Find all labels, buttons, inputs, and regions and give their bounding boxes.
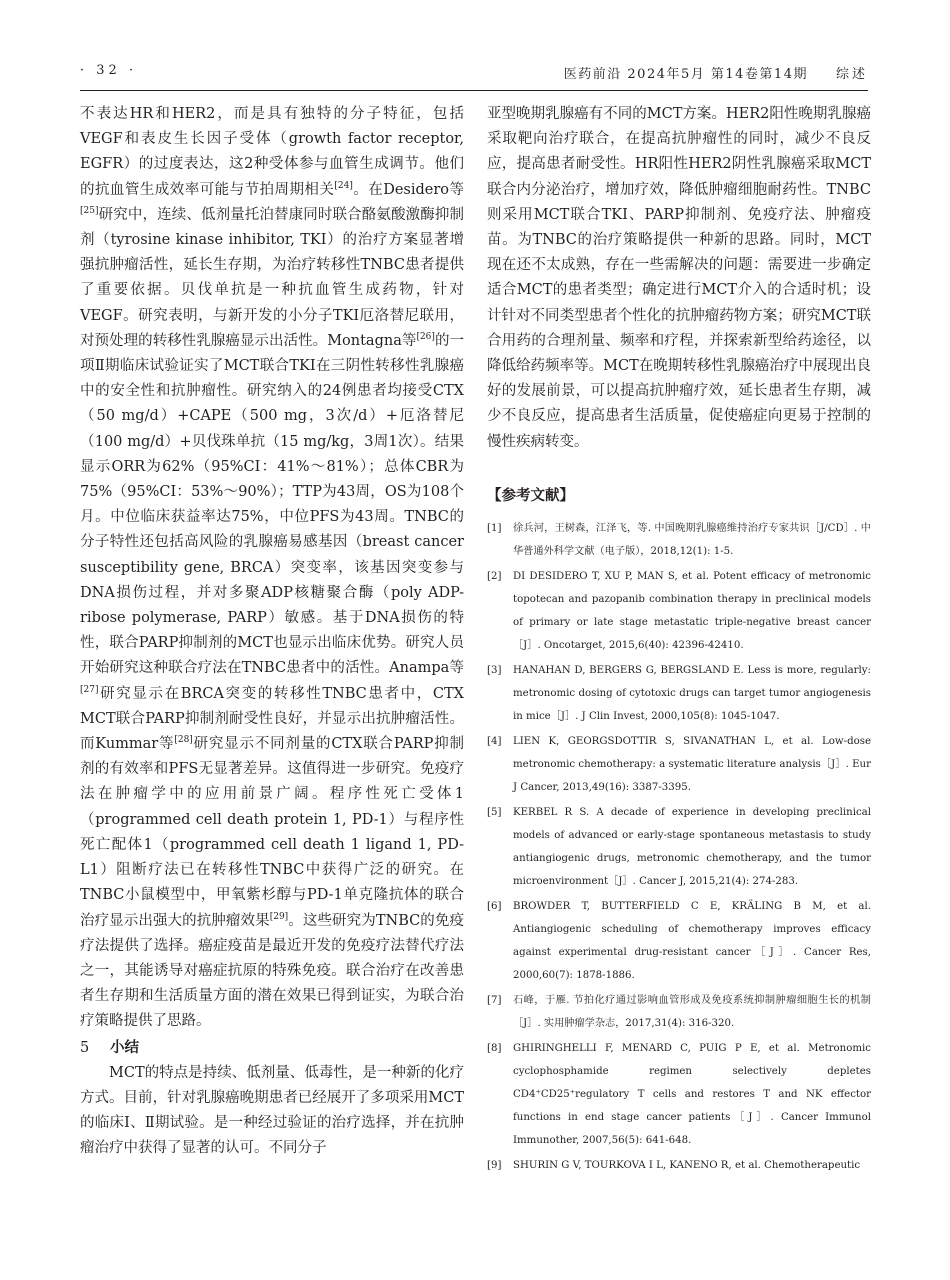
- section-heading: [80, 1035, 464, 1061]
- citation: [26]: [416, 331, 435, 342]
- summary-paragraph-continued: 亚型晚期乳腺癌有不同的MCT方案。HER2阳性晚期乳腺癌采取靶向治疗联合，在提高抗肿瘤性的同时，减少不良反应，提高患者耐受性。HR阳性HER2阴性乳腺癌采取MCT联合内分泌治疗，增加疗效，降低肿瘤细胞耐药性。TNBC则采用MCT联合TKI、PARP抑制剂、免疫疗法、肿瘤疫苗。为TNBC的治疗策略提供一种新的思路。同时，MCT现在还不太成熟，存在一些需解决的问题：需要进一步确定适合MCT的患者类型；确定进行MCT介入的合适时机；设计针对不同类型患者个性化的抗肿瘤药物方案；研究MCT联合用药的合理剂量、频率和疗程，并探索新型给药途径，以降低给药频率等。MCT在晚期转移性乳腺癌治疗中展现出良好的发展前景，可以提高抗肿瘤疗效，延长患者生存期，减少不良反应，提高患者生活质量，促使癌症向更易于控制的慢性疾病转变。: [487, 106, 871, 450]
- reference-item: [4] LIEN K, GEORGSDOTTIR S, SIVANATHAN L, et al. Low-dose metronomic chemotherapy: a systematic literature analysis［J］. Eur J Cancer, 2013,49(16): 3387-3395.: [487, 735, 871, 793]
- section-label: 综述: [835, 67, 868, 82]
- section-number: 5: [80, 1039, 90, 1056]
- left-column: [80, 102, 464, 1162]
- citation: [25]: [80, 205, 99, 216]
- journal-info: 医药前沿 2024年5月 第14卷第14期: [563, 67, 808, 82]
- citation: [28]: [174, 735, 193, 746]
- reference-item: [8] GHIRINGHELLI F, MENARD C, PUIG P E, et al. Metronomic cyclophosphamide regimen selectively depletes CD4⁺CD25⁺regulatory T cells and restores T and NK effector functions in end stage cancer patients［J］. Cancer Immunol Immunother, 2007,56(5): 641-648.: [487, 1042, 871, 1146]
- citation: [27]: [80, 684, 99, 695]
- header-rule: [80, 90, 868, 91]
- reference-list: [487, 517, 871, 1177]
- reference-item: [9] SHURIN G V, TOURKOVA I L, KANENO R, et al. Chemotherapeutic: [487, 1159, 861, 1171]
- reference-item: [3] HANAHAN D, BERGERS G, BERGSLAND E. Less is more, regularly: metronomic dosing of cytotoxic drugs can target tumor angiogenesis in mice［J］. J Clin Invest, 2000,105(8): 1045-1047.: [487, 664, 871, 722]
- citation: [29]: [269, 911, 289, 922]
- page-number: · 32 ·: [80, 63, 138, 78]
- references-title: 【参考文献】: [487, 486, 574, 504]
- reference-item: [2] DI DESIDERO T, XU P, MAN S, et al. Potent efficacy of metronomic topotecan and pazopanib combination therapy in preclinical models of primary or late stage metastatic triple-negative breast cancer［J］. Oncotarget, 2015,6(40): 42396-42410.: [487, 570, 871, 651]
- summary-paragraph: MCT的特点是持续、低剂量、低毒性，是一种新的化疗方式。目前，针对乳腺癌晚期患者已经展开了多项采用MCT的临床Ⅰ、Ⅱ期试验。是一种经过验证的治疗选择，并在抗肿瘤治疗中获得了显著的认可。不同分子: [80, 1064, 464, 1157]
- reference-item: [5] KERBEL R S. A decade of experience in developing preclinical models of advanced or early-stage spontaneous metastasis to study antiangiogenic drugs, metronomic chemotherapy, and the tumor microenvironment［J］. Cancer J, 2015,21(4): 274-283.: [487, 806, 871, 887]
- citation: [24]: [334, 180, 353, 191]
- right-column: [487, 102, 871, 1179]
- reference-item: [1] 徐兵河，王树森，江泽飞，等. 中国晚期乳腺癌维持治疗专家共识［J/CD］. 中华普通外科学文献（电子版），2018,12(1): 1-5.: [487, 522, 871, 557]
- reference-item: [6] BROWDER T, BUTTERFIELD C E, KRÄLING B M, et al. Antiangiogenic scheduling of chemotherapy improves efficacy against experimental drug-resistant cancer［J］. Cancer Res, 2000,60(7): 1878-1886.: [487, 900, 871, 981]
- section-title: 小结: [110, 1038, 139, 1056]
- running-header: [564, 63, 868, 82]
- reference-item: [7] 石峰，于雁. 节拍化疗通过影响血管形成及免疫系统抑制肿瘤细胞生长的机制［J］. 实用肿瘤学杂志，2017,31(4): 316-320.: [487, 994, 871, 1029]
- body-paragraph: 不表达HR和HER2，而是具有独特的分子特征，包括VEGF和表皮生长因子受体（growth factor receptor, EGFR）的过度表达，这2种受体参与血管生成调节。他们的抗血管生成效率可能与节拍周期相关[24]。在Desidero等[25]研究中，连续、低剂量托泊替康同时联合酪氨酸激酶抑制剂（tyrosine kinase inhibitor, TKI）的治疗方案显著增强抗肿瘤活性，延长生存期，为治疗转移性TNBC患者提供了重要依据。贝伐单抗是一种抗血管生成药物，针对VEGF。研究表明，与新开发的小分子TKI厄洛替尼联用，对预处理的转移性乳腺癌显示出活性。Montagna等[26]的一项Ⅱ期临床试验证实了MCT联合TKI在三阴性转移性乳腺癌中的安全性和抗肿瘤性。研究纳入的24例患者均接受CTX（50 mg/d）+CAPE（500 mg，3次/d）+厄洛替尼（100 mg/d）+贝伐珠单抗（15 mg/kg，3周1次）。结果显示ORR为62%（95%CI：41%～81%）；总体CBR为75%（95%CI：53%～90%）；TTP为43周，OS为108个月。中位临床获益率达75%，中位PFS为43周。TNBC的分子特性还包括高风险的乳腺癌易感基因（breast cancer susceptibility gene, BRCA）突变率，该基因突变参与DNA损伤过程，并对多聚ADP核糖聚合酶（poly ADP-ribose polymerase, PARP）敏感。基于DNA损伤的特性，联合PARP抑制剂的MCT也显示出临床优势。研究人员开始研究这种联合疗法在TNBC患者中的活性。Anampa等[27]研究显示在BRCA突变的转移性TNBC患者中，CTX MCT联合PARP抑制剂耐受性良好，并显示出抗肿瘤活性。而Kummar等[28]研究显示不同剂量的CTX联合PARP抑制剂的有效率和PFS无显著差异。这值得进一步研究。免疫疗法在肿瘤学中的应用前景广阔。程序性死亡受体1（programmed cell death protein 1, PD-1）与程序性死亡配体1（programmed cell death 1 ligand 1, PD-L1）阻断疗法已在转移性TNBC中获得广泛的研究。在TNBC小鼠模型中，甲氧紫杉醇与PD-1单克隆抗体的联合治疗显示出强大的抗肿瘤效果[29]。这些研究为TNBC的免疫疗法提供了选择。癌症疫苗是最近开发的免疫疗法替代疗法之一，其能诱导对癌症抗原的特殊免疫。联合治疗在改善患者生存期和生活质量方面的潜在效果已得到证实，为联合治疗策略提供了思路。: [80, 106, 465, 1030]
